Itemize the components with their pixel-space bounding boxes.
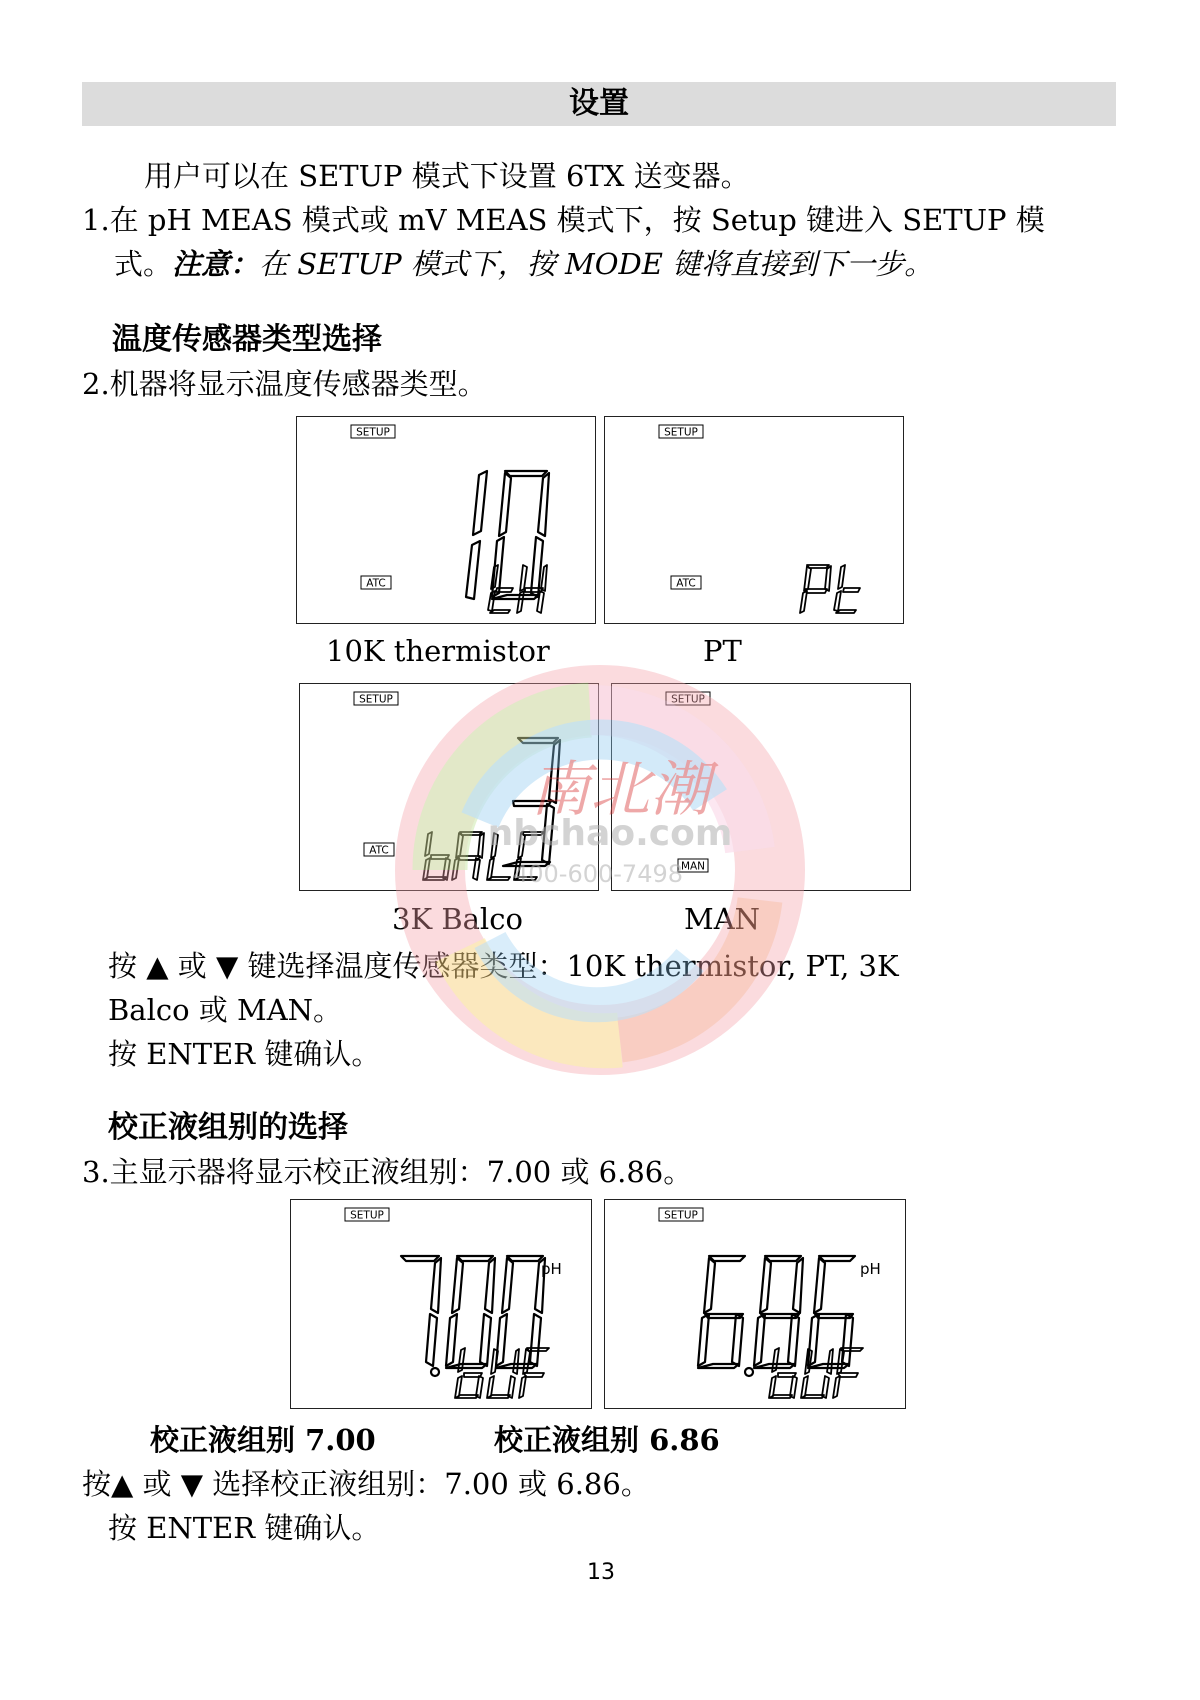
caption-buffer-700: 校正液组别 7.00 xyxy=(150,1423,376,1457)
temp-instruction-line1: 按 ▲ 或 ▼ 键选择温度传感器类型：10K thermistor, PT, 3K xyxy=(108,949,899,983)
caption-buffer-686: 校正液组别 6.86 xyxy=(494,1423,720,1457)
temp-sensor-heading: 温度传感器类型选择 xyxy=(112,322,382,357)
lcd-man-graphic xyxy=(612,684,910,890)
lcd-man-tag: MAN xyxy=(680,860,706,873)
lcd-atc-tag: ATC xyxy=(366,577,386,590)
lcd-screen-man xyxy=(611,683,911,891)
caption-10k-thermistor: 10K thermistor xyxy=(326,634,550,668)
step1-line2-plain: 式。 xyxy=(114,247,173,281)
watermark-site: nbchao.com xyxy=(487,813,733,854)
step1-line2 xyxy=(114,242,933,286)
caption-man: MAN xyxy=(684,902,761,936)
lcd-setup-tag: SETUP xyxy=(356,426,390,439)
caption-3k-balco: 3K Balco xyxy=(392,902,523,936)
lcd-setup-tag: SETUP xyxy=(359,693,393,706)
intro-text: 用户可以在 SETUP 模式下设置 6TX 送变器。 xyxy=(144,159,750,193)
lcd-686-graphic xyxy=(605,1200,905,1408)
temp-confirm-text: 按 ENTER 键确认。 xyxy=(108,1037,381,1071)
lcd-screen-pt xyxy=(604,416,904,624)
lcd-screen-buffer-700 xyxy=(290,1199,592,1409)
lcd-setup-tag: SETUP xyxy=(664,426,698,439)
page-number: 13 xyxy=(587,1560,615,1585)
lcd-screen-3k-balco xyxy=(299,683,599,891)
temp-instruction-line2: Balco 或 MAN。 xyxy=(108,993,343,1027)
lcd-10k-graphic xyxy=(297,417,595,623)
lcd-pt-graphic xyxy=(605,417,903,623)
lcd-setup-tag: SETUP xyxy=(350,1209,384,1222)
step2-text: 2.机器将显示温度传感器类型。 xyxy=(82,367,487,401)
step1-line1: 1.在 pH MEAS 模式或 mV MEAS 模式下，按 Setup 键进入 SETUP 模 xyxy=(82,203,1045,237)
buffer-group-heading: 校正液组别的选择 xyxy=(108,1110,348,1145)
lcd-ph-unit: pH xyxy=(860,1260,881,1278)
lcd-atc-tag: ATC xyxy=(676,577,696,590)
buffer-confirm-text: 按 ENTER 键确认。 xyxy=(108,1511,381,1545)
lcd-screen-10k xyxy=(296,416,596,624)
lcd-3k-graphic xyxy=(300,684,598,890)
lcd-ph-unit: pH xyxy=(541,1260,562,1278)
lcd-setup-tag: SETUP xyxy=(664,1209,698,1222)
caption-pt: PT xyxy=(703,634,742,668)
lcd-screen-buffer-686 xyxy=(604,1199,906,1409)
lcd-atc-tag: ATC xyxy=(369,844,389,857)
buffer-instruction: 按▲ 或 ▼ 选择校正液组别：7.00 或 6.86。 xyxy=(82,1467,650,1501)
lcd-700-graphic xyxy=(291,1200,591,1408)
watermark-cn: 南北潮 xyxy=(530,755,710,825)
step3-text: 3.主显示器将显示校正液组别：7.00 或 6.86。 xyxy=(82,1155,693,1189)
note-text: 在 SETUP 模式下，按 MODE 键将直接到下一步。 xyxy=(259,247,934,281)
lcd-setup-tag: SETUP xyxy=(671,693,705,706)
section-title-bar xyxy=(82,82,1116,126)
note-label: 注意： xyxy=(172,247,260,281)
page-title: 设置 xyxy=(569,86,629,121)
watermark-phone: 400-600-7498 xyxy=(512,860,684,888)
